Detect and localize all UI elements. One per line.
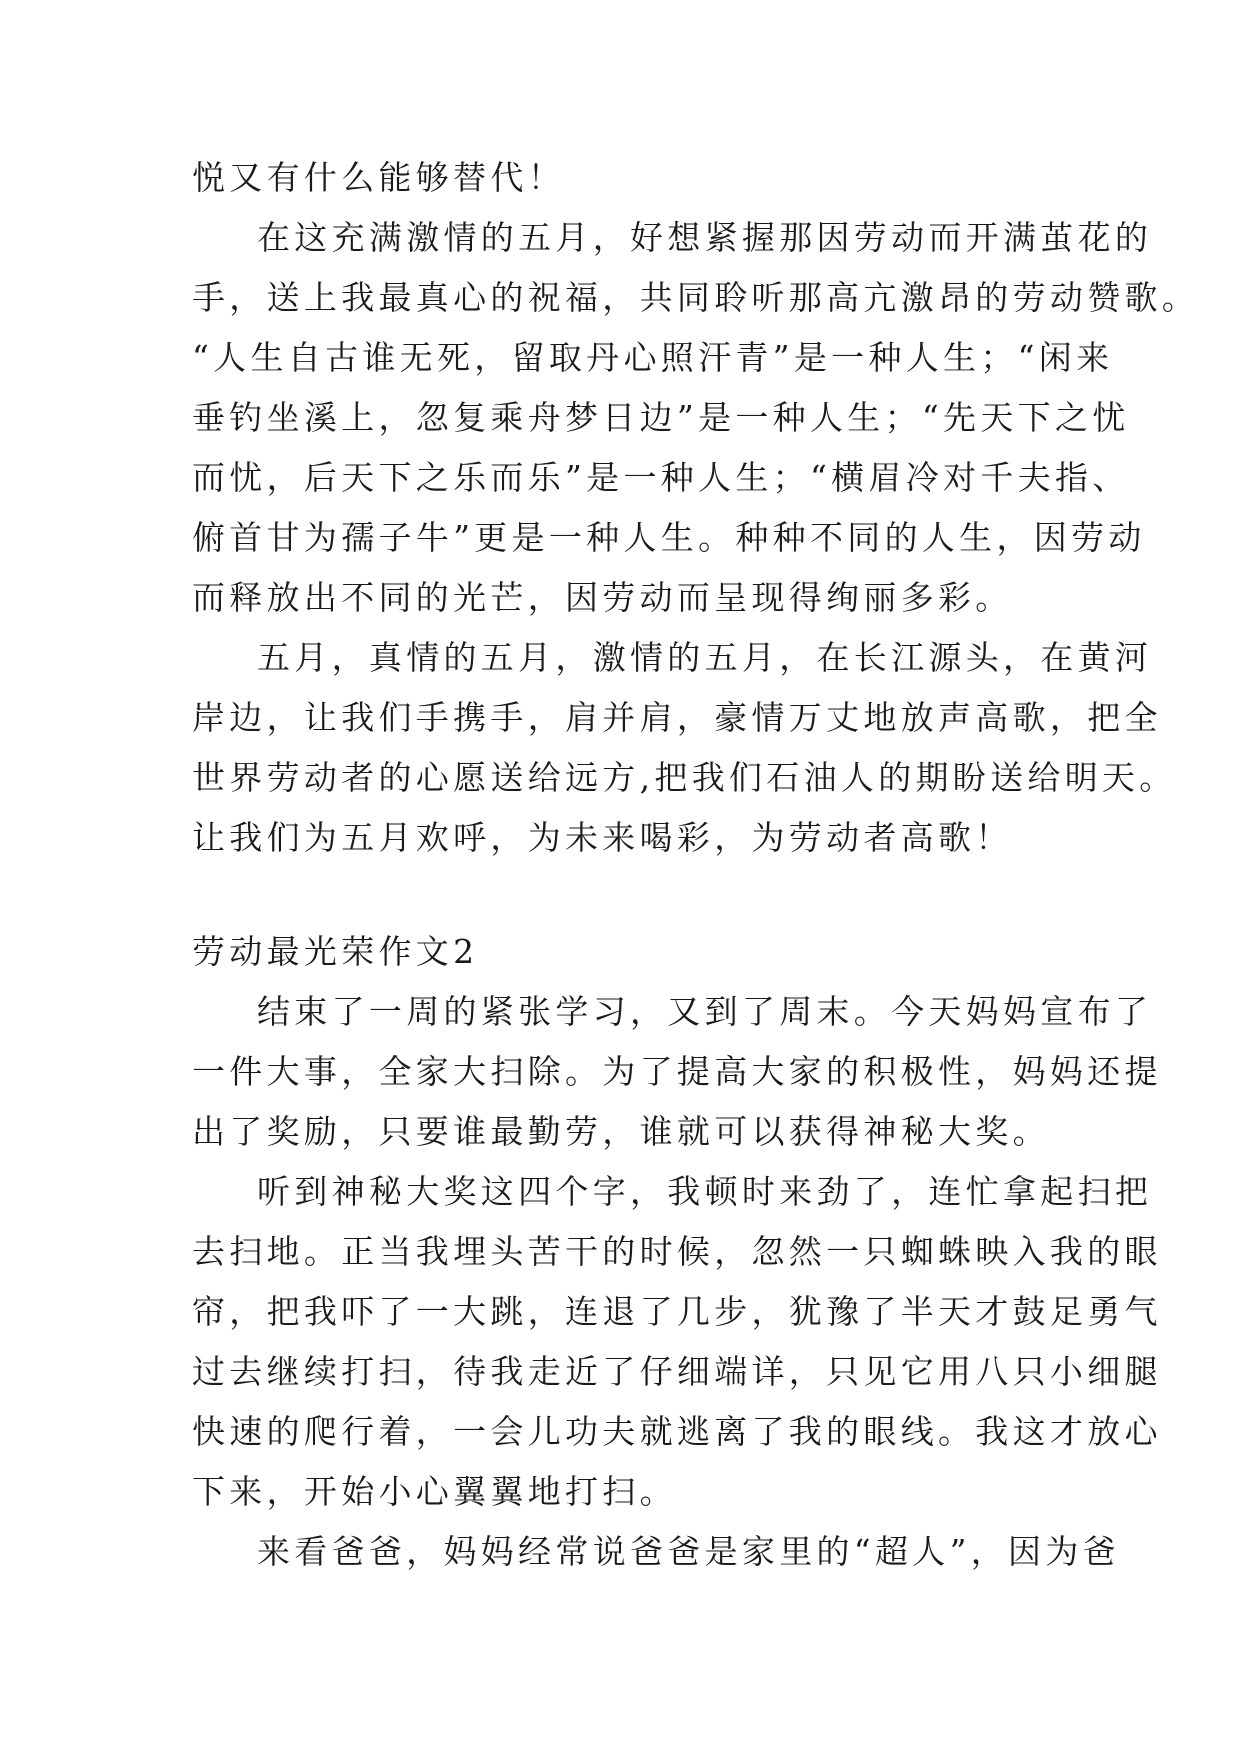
text-line: 帘，把我吓了一大跳，连退了几步，犹豫了半天才鼓足勇气 xyxy=(192,1292,1162,1331)
section-heading: 劳动最光荣作文2 xyxy=(192,932,479,971)
text-line: “人生自古谁无死，留取丹心照汗青”是一种人生；“闲来 xyxy=(192,338,1114,377)
paragraph-first-line: 五月，真情的五月，激情的五月，在长江源头，在黄河 xyxy=(257,638,1153,677)
paragraph-first-line: 结束了一周的紧张学习，又到了周末。今天妈妈宣布了 xyxy=(257,992,1153,1031)
text-line: 而释放出不同的光芒，因劳动而呈现得绚丽多彩。 xyxy=(192,578,1013,617)
paragraph-first-line: 听到神秘大奖这四个字，我顿时来劲了，连忙拿起扫把 xyxy=(257,1172,1153,1211)
text-line: 出了奖励，只要谁最勤劳，谁就可以获得神秘大奖。 xyxy=(192,1112,1050,1151)
text-line: 去扫地。正当我埋头苦干的时候，忽然一只蜘蛛映入我的眼 xyxy=(192,1232,1162,1271)
text-line: 垂钓坐溪上，忽复乘舟梦日边”是一种人生；“先天下之忧 xyxy=(192,398,1130,437)
text-line: 手，送上我最真心的祝福，共同聆听那高亢激昂的劳动赞歌。 xyxy=(192,278,1200,317)
section-gap xyxy=(192,868,1052,922)
text-line: 下来，开始小心翼翼地打扫。 xyxy=(192,1472,677,1511)
text-line: 悦又有什么能够替代！ xyxy=(192,158,565,197)
text-line: 一件大事，全家大扫除。为了提高大家的积极性，妈妈还提 xyxy=(192,1052,1162,1091)
paragraph-first-line: 来看爸爸，妈妈经常说爸爸是家里的“超人”，因为爸 xyxy=(257,1532,1120,1571)
paragraph-first-line: 在这充满激情的五月，好想紧握那因劳动而开满茧花的 xyxy=(257,218,1153,257)
text-line: 过去继续打扫，待我走近了仔细端详，只见它用八只小细腿 xyxy=(192,1352,1162,1391)
text-line: 快速的爬行着，一会儿功夫就逃离了我的眼线。我这才放心 xyxy=(192,1412,1162,1451)
text-line: 俯首甘为孺子牛”更是一种人生。种种不同的人生，因劳动 xyxy=(192,518,1146,557)
text-line: 岸边，让我们手携手，肩并肩，豪情万丈地放声高歌，把全 xyxy=(192,698,1162,737)
text-line: 而忧，后天下之乐而乐”是一种人生；“横眉冷对千夫指、 xyxy=(192,458,1130,497)
text-line: 让我们为五月欢呼，为未来喝彩，为劳动者高歌！ xyxy=(192,818,1013,857)
body-text xyxy=(192,148,1200,1582)
text-line: 世界劳动者的心愿送给远方,把我们石油人的期盼送给明天。 xyxy=(192,758,1177,797)
